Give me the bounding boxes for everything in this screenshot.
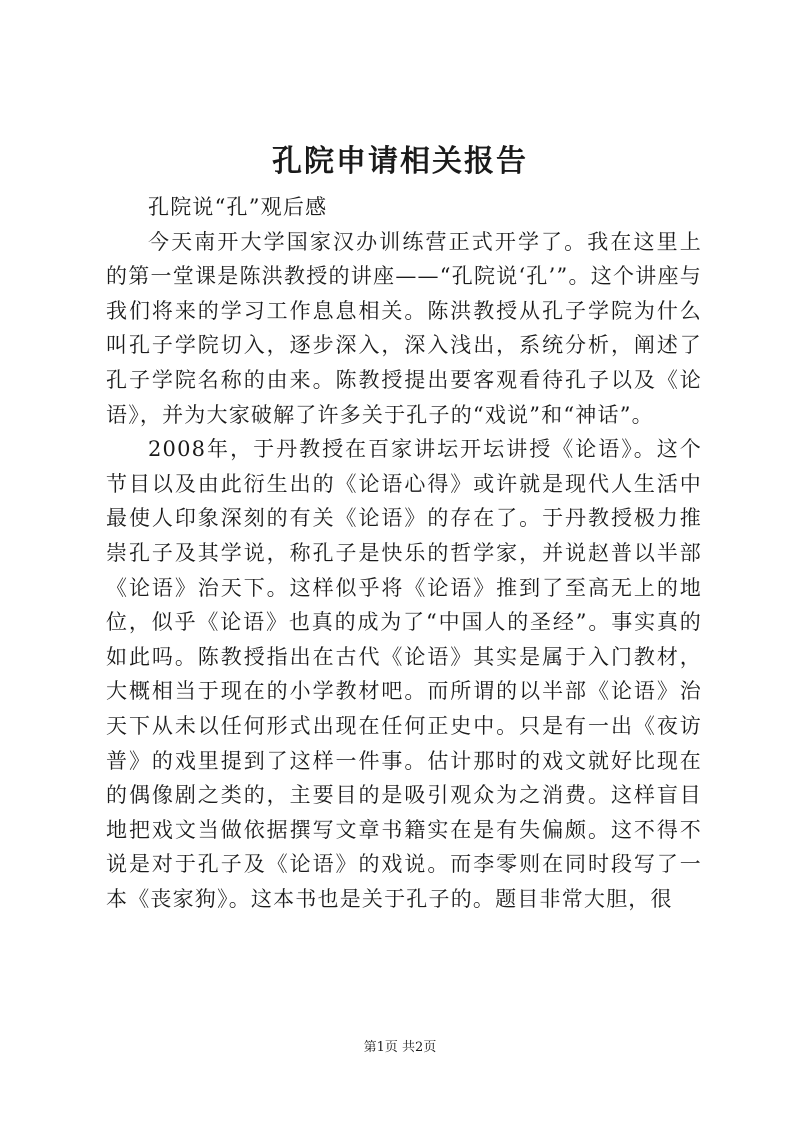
paragraph-main: 2008年，于丹教授在百家讲坛开坛讲授《论语》。这个节目以及由此衍生出的《论语心得》或许就是现代人生活中最使人印象深刻的有关《论语》的存在了。于丹教授极力推崇孔子及其学说，称孔子是快乐的哲学家，并说赵普以半部《论语》治天下。这样似乎将《论语》推到了至高无上的地位，似乎《论语》也真的成为了“中国人的圣经”。事实真的如此吗。陈教授指出在古代《论语》其实是属于入门教材，大概相当于现在的小学教材吧。而所谓的以半部《论语》治天下从未以任何形式出现在任何正史中。只是有一出《夜访普》的戏里提到了这样一件事。估计那时的戏文就好比现在的偶像剧之类的，主要目的是吸引观众为之消费。这样盲目地把戏文当做依据撰写文章书籍实在是有失偏颇。这不得不说是对于孔子及《论语》的戏说。而李零则在同时段写了一本《丧家狗》。这本书也是关于孔子的。题目非常大胆，很: [106, 437, 702, 911]
document-title: 孔院申请相关报告: [272, 144, 528, 179]
paragraph-subtitle: 孔院说“孔”观后感: [148, 195, 328, 219]
page-footer: 第1页 共2页: [363, 1040, 437, 1055]
document-body: [106, 190, 702, 916]
paragraph-intro: 今天南开大学国家汉办训练营正式开学了。我在这里上的第一堂课是陈洪教授的讲座——“孔院说‘孔’”。这个讲座与我们将来的学习工作息息相关。陈洪教授从孔子学院为什么叫孔子学院切入，逐步深入，深入浅出，系统分析，阐述了孔子学院名称的由来。陈教授提出要客观看待孔子以及《论语》，并为大家破解了许多关于孔子的“戏说”和“神话”。: [106, 229, 702, 427]
